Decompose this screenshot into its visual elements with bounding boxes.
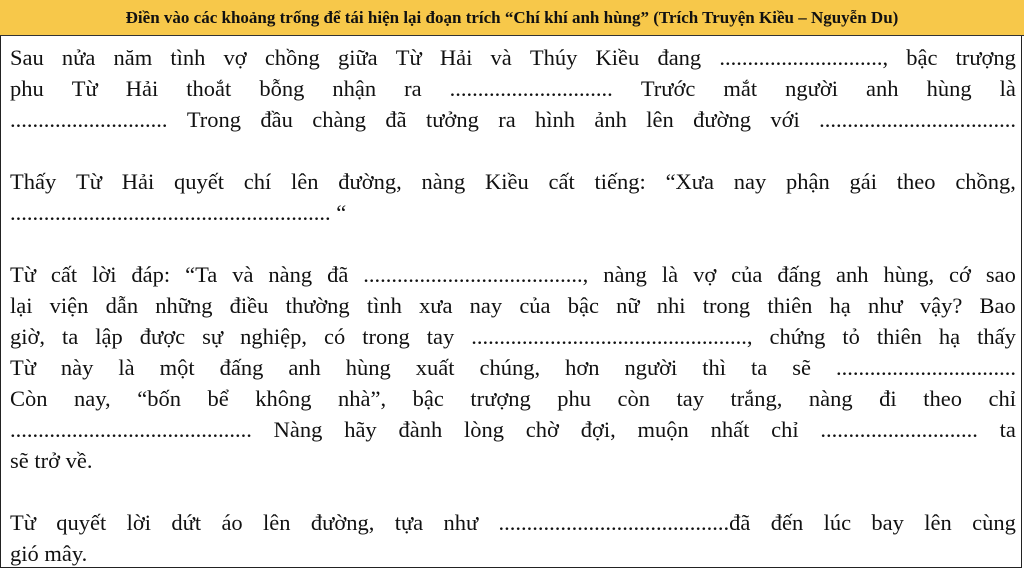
- word: lập: [95, 324, 123, 349]
- word: đấng: [219, 355, 264, 380]
- word: nửa: [61, 45, 96, 70]
- text-line: [10, 166, 1016, 197]
- word: với: [770, 107, 800, 132]
- word: lên: [924, 510, 952, 535]
- word: trắng,: [730, 386, 783, 411]
- word: nàng: [268, 262, 313, 287]
- word: cùng: [972, 510, 1016, 535]
- word: và: [232, 262, 254, 287]
- text-line: sẽ trở về.: [10, 448, 93, 473]
- word: Từ: [10, 355, 36, 380]
- word: đầu: [260, 107, 293, 132]
- word: .............................: [449, 76, 613, 101]
- word: trong: [362, 324, 410, 349]
- word: trượng: [470, 386, 531, 411]
- word: ta: [999, 417, 1016, 442]
- word: có: [323, 324, 346, 349]
- word: nay: [733, 169, 767, 194]
- word: tựa: [394, 510, 424, 535]
- word: ta: [751, 355, 768, 380]
- word: được: [139, 324, 186, 349]
- word: áo: [221, 510, 243, 535]
- word: là: [118, 355, 135, 380]
- word: Kiều: [485, 169, 529, 194]
- word: chồng,: [955, 169, 1016, 194]
- word: sẽ: [792, 355, 811, 380]
- word: bậc: [567, 293, 599, 318]
- word: Trong: [186, 107, 242, 132]
- word: năm: [113, 45, 153, 70]
- word: nữ: [616, 293, 640, 318]
- word: nay: [469, 293, 503, 318]
- word: Thúy: [529, 45, 578, 70]
- word: .........................................đã: [498, 510, 751, 535]
- word: hạ: [829, 293, 851, 318]
- word: nhận: [332, 76, 377, 101]
- word: vậy?: [919, 293, 963, 318]
- word: nhà”,: [338, 386, 387, 411]
- text-line: [10, 42, 1016, 73]
- word: ............................: [10, 107, 168, 132]
- word: bể: [207, 386, 229, 411]
- word: Thấy: [10, 169, 57, 194]
- word: nàng: [603, 262, 647, 287]
- paragraph-4: [10, 507, 1016, 569]
- paragraph-1: [10, 42, 1016, 135]
- word: phu: [10, 76, 44, 101]
- word: chờ: [525, 417, 559, 442]
- word: người: [624, 355, 678, 380]
- worksheet-title: Điền vào các khoảng trống để tái hiện lại đoạn trích “Chí khí anh hùng” (Trích Truyện Kiều – Nguyễn Du): [0, 0, 1024, 36]
- word: thì: [702, 355, 727, 380]
- word: Trước: [640, 76, 696, 101]
- word: là: [999, 76, 1016, 101]
- word: cất: [50, 262, 78, 287]
- word: tiếng:: [594, 169, 646, 194]
- word: cất: [548, 169, 575, 194]
- word: quyết: [56, 510, 107, 535]
- text-line: [10, 104, 1016, 135]
- text-line: [10, 259, 1016, 290]
- word: đã: [327, 262, 349, 287]
- word: lúc: [823, 510, 852, 535]
- word: ta: [62, 324, 79, 349]
- word: tay: [426, 324, 455, 349]
- word: tỏ: [842, 324, 860, 349]
- word: lòng: [464, 417, 505, 442]
- text-line: [10, 383, 1016, 414]
- word: chỉ: [771, 417, 799, 442]
- word: anh: [288, 355, 321, 380]
- word: Kiều: [595, 45, 640, 70]
- word: những: [155, 293, 213, 318]
- word: theo: [923, 386, 962, 411]
- word: anh: [836, 262, 869, 287]
- word: thiên: [876, 324, 922, 349]
- word: hơn: [565, 355, 600, 380]
- word: bậc: [906, 45, 938, 70]
- word: trong: [702, 293, 751, 318]
- word: Từ: [76, 169, 102, 194]
- word: lời: [92, 262, 117, 287]
- word: .......................................,: [363, 262, 589, 287]
- word: đường: [693, 107, 751, 132]
- word: ............................: [820, 417, 978, 442]
- word: đường,: [310, 510, 375, 535]
- word: người: [785, 76, 839, 101]
- word: cớ: [949, 262, 971, 287]
- paragraph-2: [10, 166, 1016, 228]
- word: thấy: [977, 324, 1016, 349]
- text-line: gió mây.: [10, 541, 88, 566]
- word: và: [490, 45, 512, 70]
- word: vợ: [693, 262, 717, 287]
- word: xuất: [415, 355, 455, 380]
- word: đang: [657, 45, 702, 70]
- word: .............................,: [719, 45, 889, 70]
- word: như: [867, 293, 903, 318]
- word: theo: [896, 169, 936, 194]
- worksheet-body: [10, 42, 1016, 569]
- word: dứt: [171, 510, 202, 535]
- word: viện: [49, 293, 89, 318]
- word: này: [60, 355, 94, 380]
- word: “Ta: [185, 262, 218, 287]
- word: hùng: [926, 76, 972, 101]
- word: đành: [398, 417, 443, 442]
- word: tình: [366, 293, 402, 318]
- word: chỉ: [988, 386, 1016, 411]
- word: hùng,: [883, 262, 935, 287]
- word: nhất: [710, 417, 750, 442]
- word: nhi: [656, 293, 686, 318]
- word: giữa: [337, 45, 378, 70]
- word: đáp:: [131, 262, 171, 287]
- word: xưa: [419, 293, 453, 318]
- word: Từ: [71, 76, 98, 101]
- word: ra: [498, 107, 516, 132]
- word: Từ: [10, 262, 36, 287]
- word: Từ: [395, 45, 422, 70]
- paragraph-3: [10, 259, 1016, 476]
- word: Sau: [10, 45, 44, 70]
- text-line: ......................................................... “: [10, 200, 347, 225]
- word: lên: [646, 107, 674, 132]
- word: của: [519, 293, 551, 318]
- word: ra: [404, 76, 422, 101]
- word: dẫn: [105, 293, 139, 318]
- word: trượng: [955, 45, 1016, 70]
- word: đợi,: [580, 417, 616, 442]
- word: Bao: [979, 293, 1016, 318]
- word: lên: [291, 169, 319, 194]
- text-line: [10, 321, 1016, 352]
- word: thường: [285, 293, 350, 318]
- word: Nàng: [273, 417, 323, 442]
- word: điều: [229, 293, 269, 318]
- word: Từ: [10, 510, 36, 535]
- word: bỗng: [259, 76, 305, 101]
- word: không: [255, 386, 312, 411]
- word: đường,: [338, 169, 402, 194]
- word: hạ: [938, 324, 961, 349]
- text-line: [10, 73, 1016, 104]
- word: Hải: [121, 169, 155, 194]
- word: anh: [866, 76, 899, 101]
- word: phận: [786, 169, 830, 194]
- word: Còn: [10, 386, 48, 411]
- word: đến: [770, 510, 804, 535]
- word: là: [661, 262, 679, 287]
- word: đã: [385, 107, 407, 132]
- word: ...........................................: [10, 417, 252, 442]
- word: như: [443, 510, 479, 535]
- word: nàng: [808, 386, 853, 411]
- word: hình: [535, 107, 576, 132]
- word: tưởng: [425, 107, 479, 132]
- word: hãy: [344, 417, 377, 442]
- word: chứng: [769, 324, 826, 349]
- word: đi: [879, 386, 897, 411]
- word: tay: [676, 386, 705, 411]
- word: lời: [126, 510, 152, 535]
- word: mắt: [723, 76, 758, 101]
- word: phu: [557, 386, 591, 411]
- word: của: [731, 262, 763, 287]
- word: một: [159, 355, 195, 380]
- word: quyết: [173, 169, 224, 194]
- word: đấng: [777, 262, 822, 287]
- word: chồng: [264, 45, 320, 70]
- word: ảnh: [594, 107, 627, 132]
- word: ...................................: [819, 107, 1016, 132]
- word: Hải: [439, 45, 473, 70]
- word: nay,: [74, 386, 111, 411]
- word: “bốn: [137, 386, 181, 411]
- word: sự: [202, 324, 224, 349]
- text-line: [10, 352, 1016, 383]
- word: bay: [871, 510, 904, 535]
- word: thoắt: [186, 76, 232, 101]
- word: còn: [617, 386, 650, 411]
- word: ................................: [835, 355, 1016, 380]
- word: nghiệp,: [240, 324, 307, 349]
- word: tình: [170, 45, 206, 70]
- word: “Xưa: [665, 169, 714, 194]
- word: gái: [849, 169, 878, 194]
- word: lại: [10, 293, 33, 318]
- word: nàng: [421, 169, 466, 194]
- word: vợ: [223, 45, 247, 70]
- text-line: [10, 414, 1016, 445]
- word: .................................................,: [471, 324, 753, 349]
- word: giờ,: [10, 324, 46, 349]
- word: thiên: [767, 293, 813, 318]
- text-line: [10, 507, 1016, 538]
- word: chí: [243, 169, 272, 194]
- word: bậc: [412, 386, 444, 411]
- word: lên: [263, 510, 291, 535]
- word: chúng,: [479, 355, 541, 380]
- text-line: [10, 290, 1016, 321]
- word: Hải: [125, 76, 159, 101]
- word: hùng: [345, 355, 391, 380]
- word: chàng: [312, 107, 367, 132]
- word: muộn: [637, 417, 689, 442]
- word: sao: [985, 262, 1016, 287]
